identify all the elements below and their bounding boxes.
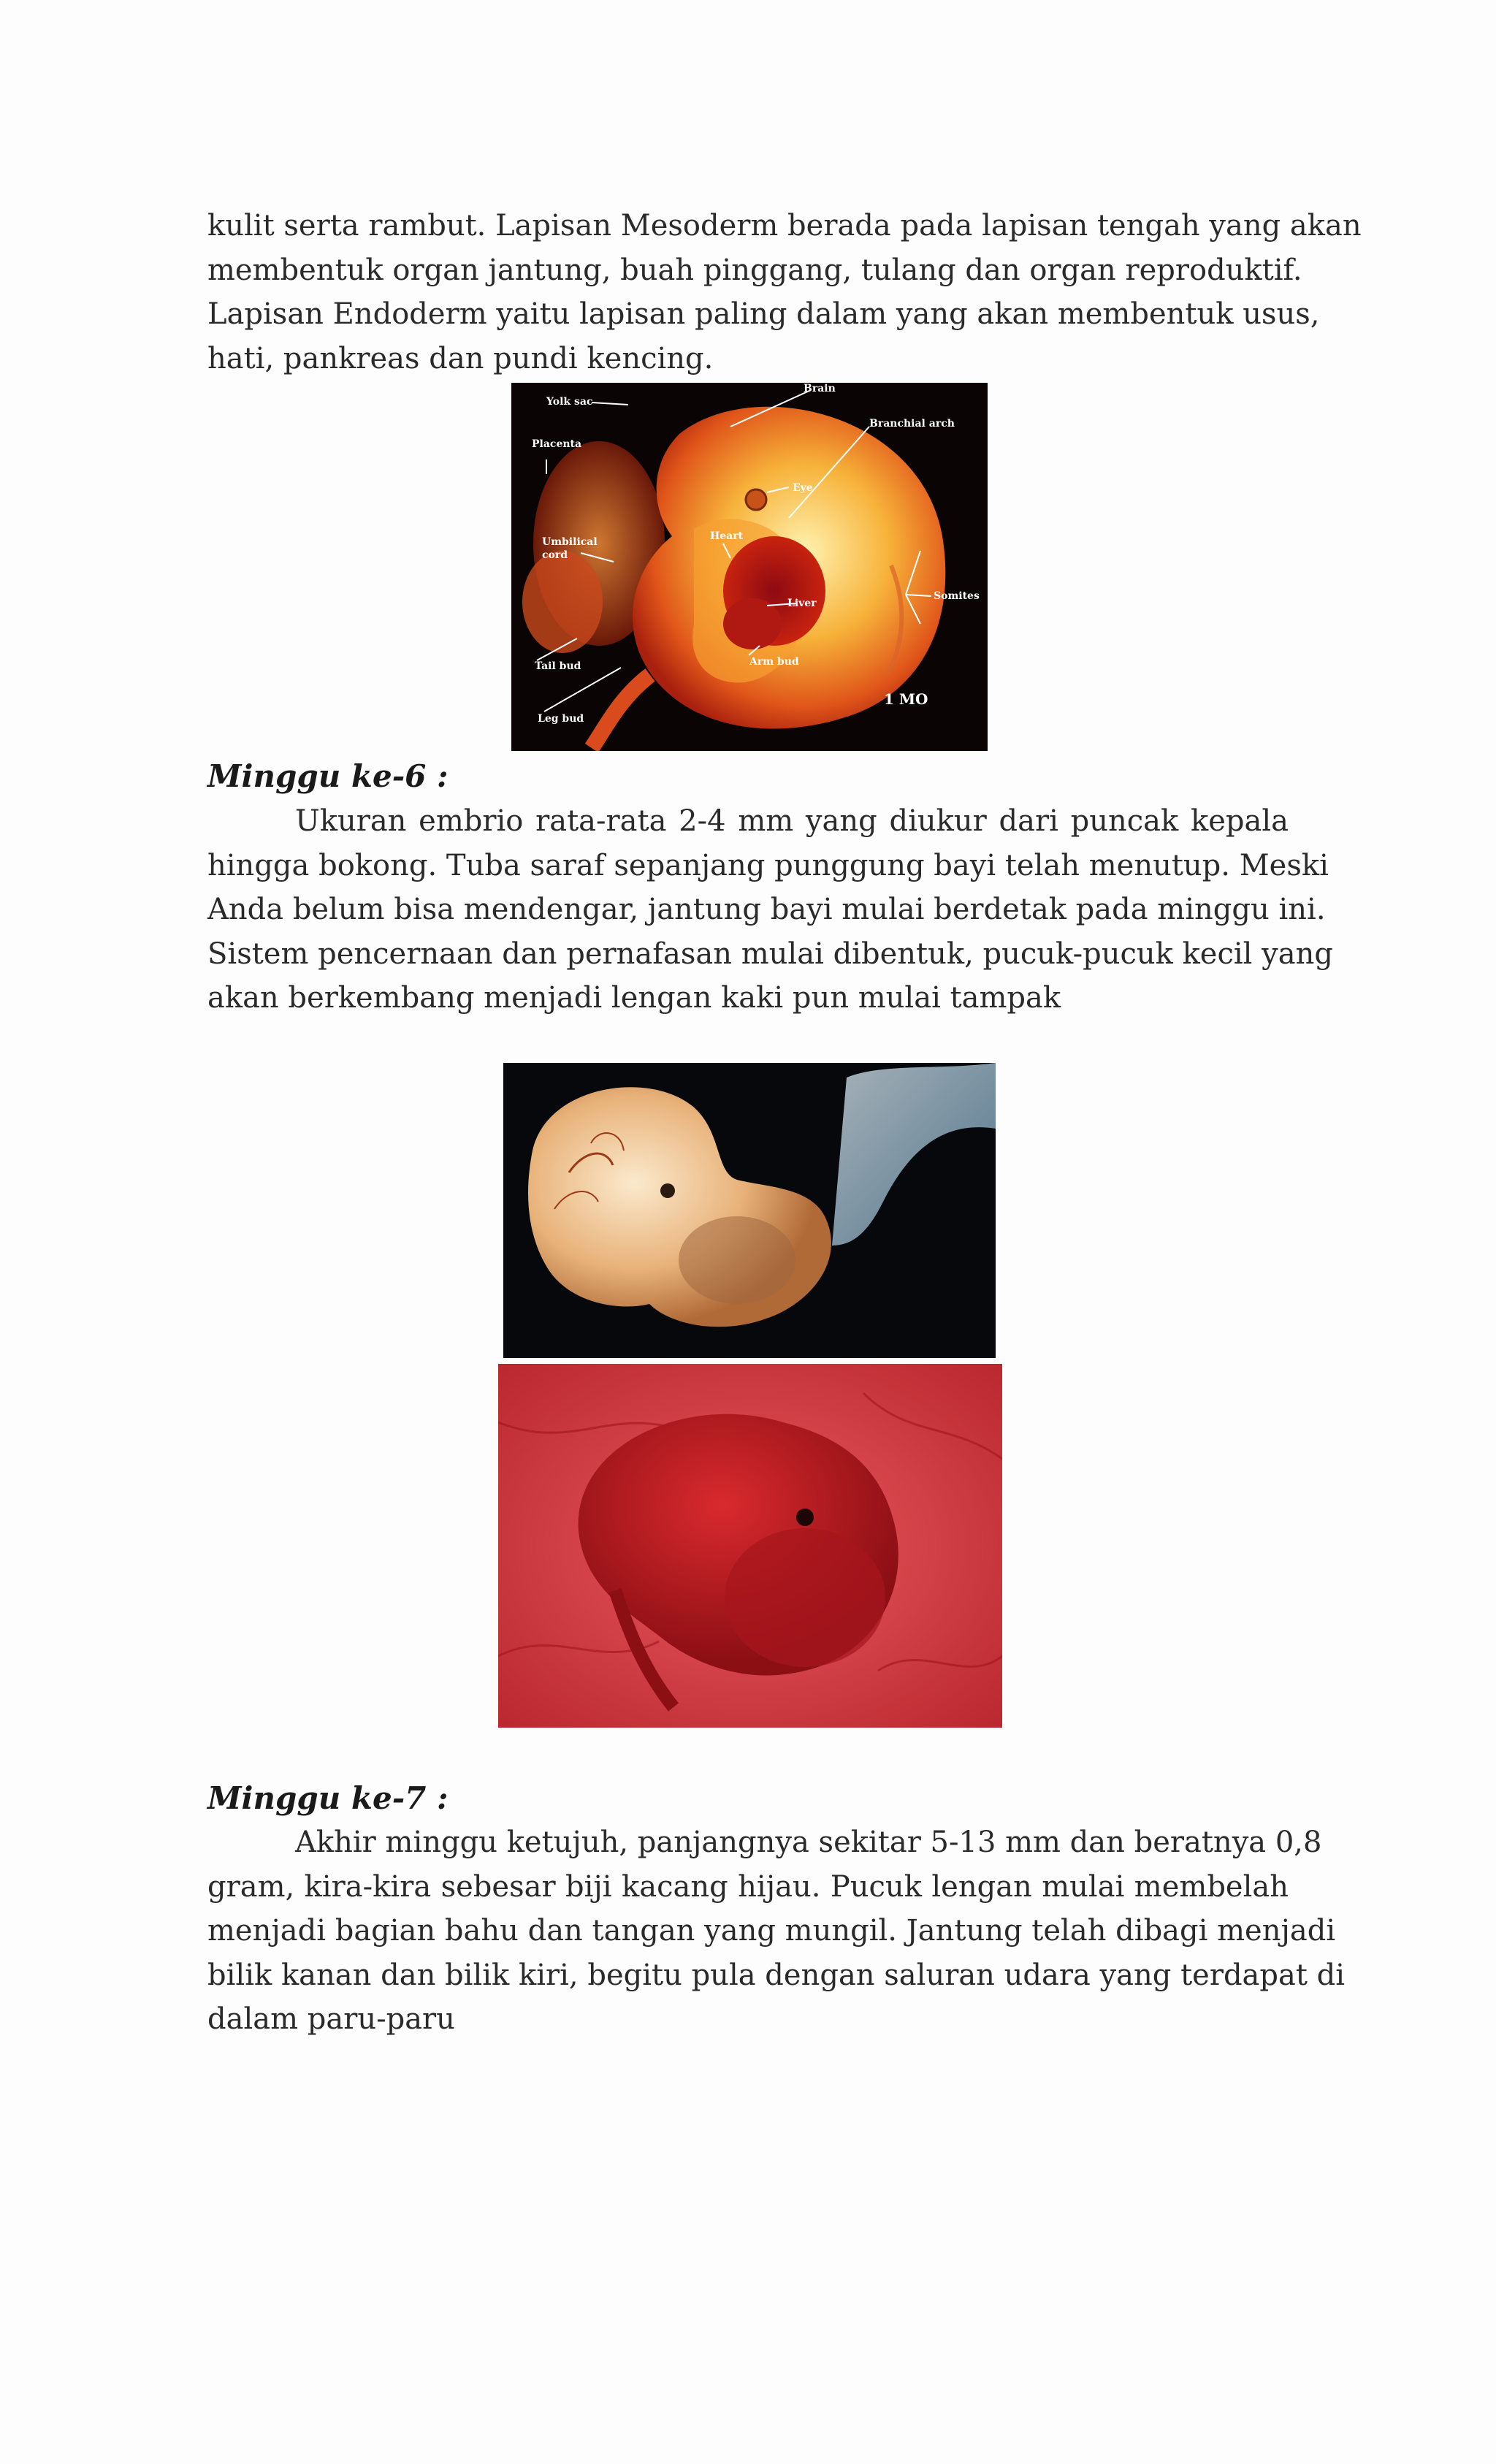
embryo-photo-1 [503,1063,996,1358]
week7-line-2: gram, kira-kira sebesar biji kacang hijau. Pucuk lengan mulai membelah [207,1869,1289,1904]
week7-line-3: menjadi bagian bahu dan tangan yang mungil. Jantung telah dibagi menjadi [207,1914,1336,1948]
week6-line-5: akan berkembang menjadi lengan kaki pun mulai tampak [207,981,1061,1015]
week6-line-2: hingga bokong. Tuba saraf sepanjang punggung bayi telah menutup. Meski [207,848,1329,882]
week6-heading: Minggu ke-6 : [207,758,449,794]
week6-paragraph [207,799,1333,1021]
week7-heading: Minggu ke-7 : [207,1780,449,1816]
embryo-photo-2 [498,1364,1002,1728]
intro-paragraph [207,204,1362,381]
week7-line-4: bilik kanan dan bilik kiri, begitu pula dengan saluran udara yang terdapat di [207,1958,1346,1992]
label-cord: cord [542,549,568,561]
week7-line-5: dalam paru-paru [207,2002,455,2036]
label-liver: Liver [787,598,817,609]
label-arm-bud: Arm bud [749,656,799,668]
label-tail-bud: Tail bud [535,660,581,672]
label-placenta: Placenta [532,438,582,450]
label-yolk-sac: Yolk sac [546,396,593,408]
label-leg-bud: Leg bud [538,713,584,725]
week7-paragraph [207,1820,1346,2042]
week6-line-1: Ukuran embrio rata-rata 2-4 mm yang diukur dari puncak kepala [295,804,1289,838]
label-brain: Brain [804,383,836,394]
intro-line-2: membentuk organ jantung, buah pinggang, tulang dan organ reproduktif. [207,253,1302,287]
label-umbilical: Umbilical [542,536,598,548]
intro-line-1: kulit serta rambut. Lapisan Mesoderm berada pada lapisan tengah yang akan [207,209,1362,243]
week6-line-4: Sistem pencernaan dan pernafasan mulai dibentuk, pucuk-pucuk kecil yang [207,937,1333,971]
label-heart: Heart [710,530,744,542]
week6-line-3: Anda belum bisa mendengar, jantung bayi mulai berdetak pada minggu ini. [207,893,1326,926]
label-somites: Somites [934,590,980,602]
label-age: 1 MO [884,690,928,708]
label-branchial-arch: Branchial arch [869,418,955,430]
intro-line-3: Lapisan Endoderm yaitu lapisan paling dalam yang akan membentuk usus, [207,297,1320,331]
intro-line-4: hati, pankreas dan pundi kencing. [207,341,714,375]
embryo-diagram-image [511,383,988,751]
week7-line-1: Akhir minggu ketujuh, panjangnya sekitar 5-13 mm dan beratnya 0,8 [295,1826,1322,1859]
label-eye: Eye [793,482,813,494]
